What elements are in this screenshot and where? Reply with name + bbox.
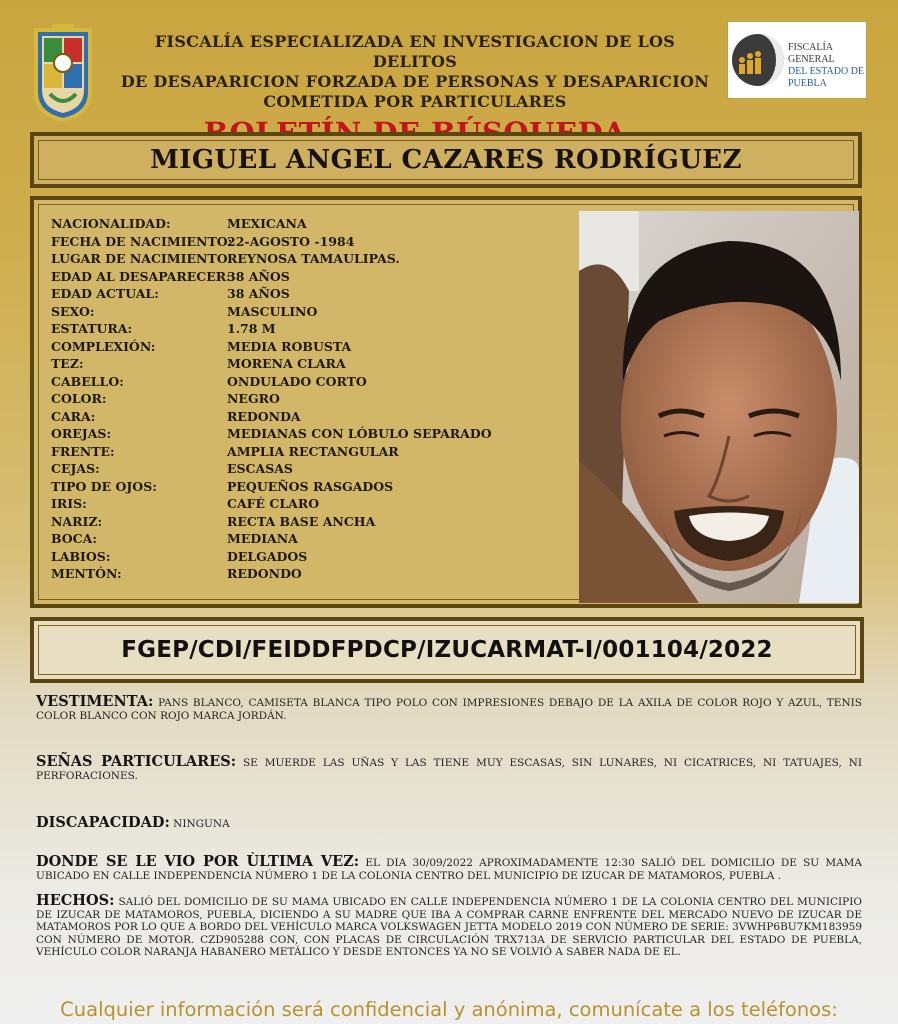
detail-value: REDONDO <box>227 566 302 581</box>
detail-label: FECHA DE NACIMIENTO: <box>51 233 233 249</box>
donde-heading: DONDE SE LE VIO POR ÙLTIMA VEZ: <box>36 853 360 870</box>
person-name: MIGUEL ANGEL CAZARES RODRÍGUEZ <box>150 145 742 175</box>
detail-row <box>51 320 492 338</box>
detail-value: REDONDA <box>227 408 301 424</box>
detail-value: 38 AÑOS <box>227 268 290 284</box>
detail-label: NACIONALIDAD: <box>51 216 171 231</box>
detail-row <box>51 425 492 443</box>
detail-label: ESTATURA: <box>51 321 133 336</box>
detail-row <box>51 215 492 233</box>
header-line-1: FISCALÍA ESPECIALIZADA EN INVESTIGACION DE LOS DELITOS <box>154 32 676 71</box>
detail-row <box>51 268 492 286</box>
detail-row <box>51 408 492 426</box>
logo-text <box>788 42 866 90</box>
header-line-3: COMETIDA POR PARTICULARES <box>263 92 567 111</box>
name-box <box>30 132 862 188</box>
donde-text: EL DIA 30/09/2022 APROXIMADAMENTE 12:30 SALIÓ DEL DOMICILIO DE SU MAMA UBICADO EN CALLE INDEPENDENCIA NÚMERO 1 DE LA COLONIA CENTRO DEL MUNICIPIO DE IZUCAR DE MATAMOROS, PUEBLA . <box>36 857 862 882</box>
donde-section <box>36 853 862 882</box>
detail-row <box>51 513 492 531</box>
person-photo <box>579 211 859 603</box>
detail-value: MEXICANA <box>227 216 307 231</box>
detail-label: CEJAS: <box>51 461 100 476</box>
detail-row <box>51 373 492 391</box>
detail-value: 38 AÑOS <box>227 286 290 301</box>
detail-row <box>51 460 492 478</box>
detail-value: ONDULADO CORTO <box>227 373 367 389</box>
detail-row <box>51 338 492 356</box>
detail-value: MEDIANA <box>227 531 298 546</box>
detail-value: PEQUEÑOS RASGADOS <box>227 478 394 494</box>
detail-label: FRENTE: <box>51 443 115 459</box>
fiscalia-logo <box>728 22 866 98</box>
header-line-2: DE DESAPARICION FORZADA DE PERSONAS Y DESAPARICION <box>120 72 710 91</box>
detail-label: SEXO: <box>51 303 95 319</box>
detail-value: MASCULINO <box>227 303 318 319</box>
detail-row <box>51 495 492 513</box>
detail-label: CARA: <box>51 408 96 424</box>
case-number-box <box>30 617 864 683</box>
detail-label: NARIZ: <box>51 513 103 529</box>
detail-row <box>51 478 492 496</box>
senas-section <box>36 753 862 782</box>
detail-label: TIPO DE OJOS: <box>51 478 157 494</box>
state-seal-logo <box>30 22 96 122</box>
detail-label: MENTÓN: <box>51 566 122 581</box>
detail-row <box>51 355 492 373</box>
logo-line-3: PUEBLA <box>788 78 827 89</box>
footer-contact-text: Cualquier información será confidencial y anónima, comunícate a los teléfonos: <box>60 998 838 1021</box>
details-box <box>30 196 862 608</box>
discapacidad-text: NINGUNA <box>173 818 230 830</box>
detail-value: ESCASAS <box>227 461 293 476</box>
detail-label: IRIS: <box>51 496 87 511</box>
detail-value: NEGRO <box>227 391 280 406</box>
detail-value: DELGADOS <box>227 548 308 564</box>
detail-label: LUGAR DE NACIMIENTO: <box>51 251 233 266</box>
detail-row <box>51 443 492 461</box>
detail-value: MEDIANAS CON LÓBULO SEPARADO <box>227 426 492 441</box>
detail-label: EDAD AL DESAPARECER: <box>51 268 231 284</box>
detail-row <box>51 548 492 566</box>
detail-label: BOCA: <box>51 531 97 546</box>
detail-row <box>51 250 492 268</box>
detail-value: 22-AGOSTO -1984 <box>227 233 355 249</box>
details-list <box>51 215 492 583</box>
logo-line-2: DEL ESTADO DE <box>788 66 865 77</box>
detail-label: COLOR: <box>51 391 107 406</box>
detail-row <box>51 530 492 548</box>
detail-value: MORENA CLARA <box>227 356 346 371</box>
detail-row <box>51 233 492 251</box>
detail-row <box>51 303 492 321</box>
hechos-section <box>36 892 862 959</box>
hechos-text: SALIÓ DEL DOMICILIO DE SU MAMA UBICADO EN CALLE INDEPENDENCIA NÚMERO 1 DE LA COLONIA CENTRO DEL MUNICIPIO DE IZUCAR DE MATAMOROS, PUEBLA, DICIENDO A SU MADRE QUE IBA A COMPRAR CARNE ENFRENTE DEL MERCADO NUEVO DE IZUCAR DE MATAMOROS POR LO QUE A BORDO DEL VEHÍCULO MARCA VOLKSWAGEN JETTA MODELO 2019 CON NÚMERO DE SERIE: 3VWHP6BU7KM183959 CON NÚMERO DE MOTOR. CZD905288 CON, CON PLACAS DE CIRCULACIÓN TRX713A DE SERVICIO PARTICULAR DEL ESTADO DE PUEBLA, VEHÍCULO COLOR NARANJA HABANERO METÁLICO Y DESDE ENTONCES YA NO SE VOLVIÓ A SABER NADA DE EL. <box>36 896 862 958</box>
vestimenta-text: PANS BLANCO, CAMISETA BLANCA TIPO POLO CON IMPRESIONES DEBAJO DE LA AXILA DE COLOR ROJO Y AZUL, TENIS COLOR BLANCO CON ROJO MARCA JORDÁN. <box>36 697 862 722</box>
logo-line-1: FISCALÍA GENERAL <box>788 42 835 65</box>
detail-value: AMPLIA RECTANGULAR <box>227 443 399 459</box>
detail-row <box>51 565 492 583</box>
senas-heading: SEÑAS PARTICULARES: <box>36 753 237 770</box>
detail-row <box>51 285 492 303</box>
detail-label: TEZ: <box>51 356 84 371</box>
senas-text: SE MUERDE LAS UÑAS Y LAS TIENE MUY ESCASAS, SIN LUNARES, NI CICATRICES, NI TATUAJES, NI PERFORACIONES. <box>36 757 862 782</box>
detail-label: EDAD ACTUAL: <box>51 286 159 301</box>
detail-value: RECTA BASE ANCHA <box>227 513 376 529</box>
discapacidad-heading: DISCAPACIDAD: <box>36 814 170 831</box>
detail-row <box>51 390 492 408</box>
vestimenta-heading: VESTIMENTA: <box>36 693 154 710</box>
detail-label: OREJAS: <box>51 426 112 441</box>
detail-value: MEDIA ROBUSTA <box>227 338 352 354</box>
detail-label: CABELLO: <box>51 373 124 389</box>
detail-value: REYNOSA TAMAULIPAS. <box>227 251 400 266</box>
case-number: FGEP/CDI/FEIDDFPDCP/IZUCARMAT-I/001104/2022 <box>121 637 773 663</box>
hechos-heading: HECHOS: <box>36 892 115 909</box>
detail-value: CAFÉ CLARO <box>227 496 320 511</box>
detail-value: 1.78 M <box>227 321 276 336</box>
detail-label: COMPLEXIÓN: <box>51 338 156 354</box>
vestimenta-section <box>36 693 862 722</box>
discapacidad-section <box>36 814 862 831</box>
detail-label: LABIOS: <box>51 548 111 564</box>
